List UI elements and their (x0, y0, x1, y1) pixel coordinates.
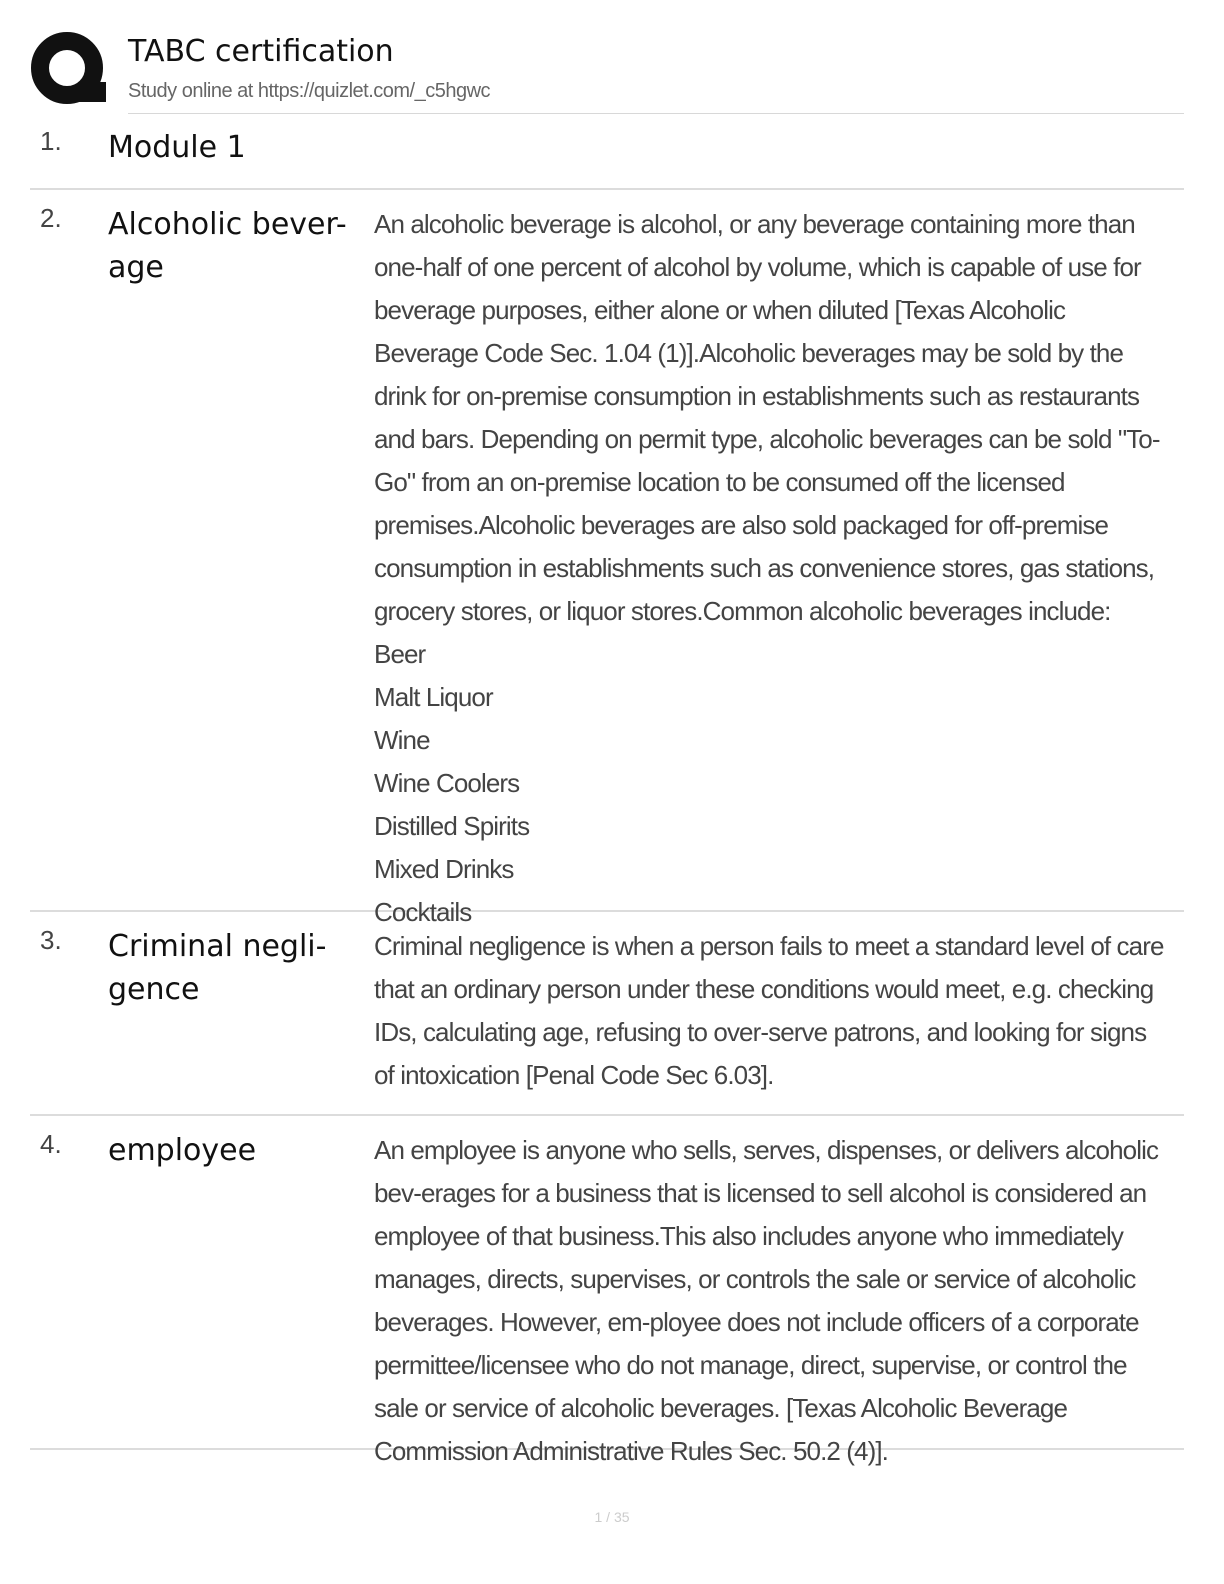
study-online-link[interactable]: Study online at https://quizlet.com/_c5hgwc (128, 80, 491, 102)
card-number: 1. (40, 126, 62, 156)
card-term: employee (108, 1133, 257, 1168)
card-definition: Criminal negligence is when a person fails to meet a standard level of care that an ordinary person under these conditions would meet, e.g. checking IDs, calculating age, refusing to over-serve patrons, and looking for signs of intoxication [Penal Code Sec 6.03]. (374, 931, 1164, 1090)
quizlet-logo-icon (30, 30, 110, 110)
card-number: 3. (40, 925, 62, 955)
page-number: 1 / 35 (594, 1509, 630, 1525)
card-term: Module 1 (108, 130, 246, 165)
card-number: 2. (40, 203, 62, 233)
page-title: TABC certification (128, 34, 394, 69)
flashcard (30, 190, 1184, 927)
flashcard (30, 114, 1184, 190)
card-term: Criminal negli- gence (108, 929, 327, 1007)
card-definition: An employee is anyone who sells, serves, dispenses, or delivers alcoholic bev-erages for a business that is licensed to sell alcohol is considered an employee of that business.This also includes anyone who immediately manages, directs, supervises, or controls the sale or service of alcoholic beverages. However, em-ployee does not include officers of a corporate permittee/licensee who do not manage, direct, supervise, or control the sale or service of alcoholic beverages. [Texas Alcoholic Beverage Commission Administrative Rules Sec. 50.2 (4)]. (374, 1135, 1159, 1466)
flashcard (30, 912, 1184, 1116)
card-definition: An alcoholic beverage is alcohol, or any beverage containing more than one-half of one percent of alcohol by volume, which is capable of use for beverage purposes, either alone or when diluted [Texas Alcoholic Beverage Code Sec. 1.04 (1)].Alcoholic beverages may be sold by the drink for on-premise consumption in establishments such as restaurants and bars. Depending on permit type, alcoholic beverages can be sold "To-Go" from an on-premise location to be consumed off the licensed premises.Alcoholic beverages are also sold packaged for off-premise consumption in establishments such as convenience stores, gas stations, grocery stores, or liquor stores.Common alcoholic beverages include: Beer Malt Liquor Wine Wine Coolers Distilled Spirits Mixed Drinks Cocktails (374, 209, 1160, 927)
page-header (30, 30, 1184, 114)
flashcard (30, 1116, 1184, 1466)
flashcard-list (30, 114, 1184, 1466)
card-term: Alcoholic bever- age (108, 207, 347, 285)
card-number: 4. (40, 1129, 62, 1159)
